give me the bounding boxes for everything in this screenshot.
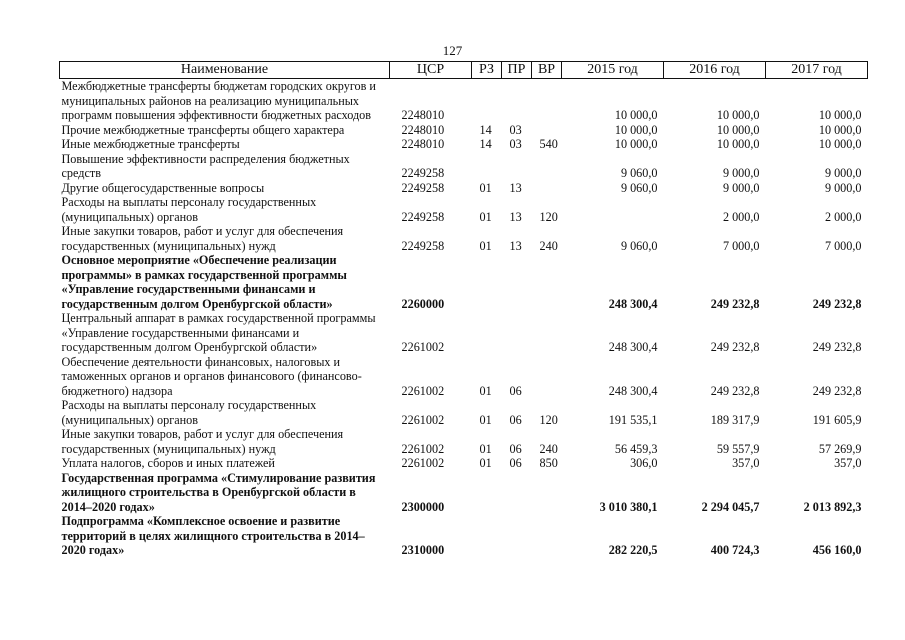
row-vr: 240 xyxy=(539,441,558,456)
header-2017: 2017 год xyxy=(766,62,868,79)
row-name: Повышение эффективности распределения бюджетных средств xyxy=(61,151,350,180)
row-rz: 01 xyxy=(479,238,492,253)
table-row xyxy=(60,224,868,253)
row-value-2016: 400 724,3 xyxy=(710,543,760,557)
row-csr: 2261002 xyxy=(401,441,445,456)
row-rz: 01 xyxy=(479,209,492,224)
row-name: Расходы на выплаты персоналу государственных (муниципальных) органов xyxy=(61,195,317,224)
row-value-2015: 9 060,0 xyxy=(620,238,658,253)
row-value-2015: 56 459,3 xyxy=(614,441,658,456)
row-csr: 2248010 xyxy=(401,137,445,151)
row-rz xyxy=(472,79,502,123)
header-2015: 2015 год xyxy=(562,62,664,79)
row-rz xyxy=(472,471,502,515)
row-value-2015: 306,0 xyxy=(630,456,658,470)
table-row xyxy=(60,152,868,181)
row-csr: 2249258 xyxy=(401,209,445,224)
row-pr: 06 xyxy=(509,383,522,398)
row-value-2017: 10 000,0 xyxy=(818,122,862,137)
row-vr xyxy=(532,355,562,399)
row-vr: 240 xyxy=(539,238,558,253)
row-name: Расходы на выплаты персоналу государственных (муниципальных) органов xyxy=(61,398,317,427)
row-value-2016: 249 232,8 xyxy=(710,296,760,311)
row-value-2016: 10 000,0 xyxy=(716,108,760,122)
row-pr xyxy=(502,514,532,558)
row-value-2016: 7 000,0 xyxy=(722,238,760,253)
row-rz: 14 xyxy=(479,122,492,137)
row-csr: 2261002 xyxy=(401,340,445,354)
row-pr: 06 xyxy=(509,412,522,427)
row-value-2015: 191 535,1 xyxy=(608,412,658,427)
row-vr: 540 xyxy=(539,137,558,151)
row-rz xyxy=(472,253,502,311)
row-value-2015: 248 300,4 xyxy=(608,296,658,311)
row-value-2015: 10 000,0 xyxy=(614,108,658,122)
row-pr: 13 xyxy=(509,180,522,195)
table-row xyxy=(60,398,868,427)
header-name: Наименование xyxy=(60,62,390,79)
row-pr xyxy=(502,253,532,311)
row-pr xyxy=(502,471,532,515)
row-value-2015: 282 220,5 xyxy=(608,543,658,557)
row-name: Государственная программа «Стимулирование развития жилищного строительства в Оренбургской области в 2014–2020 годах» xyxy=(61,470,376,514)
row-value-2016: 10 000,0 xyxy=(716,137,760,151)
row-rz: 01 xyxy=(479,412,492,427)
table-row xyxy=(60,514,868,558)
row-name: Прочие межбюджетные трансферты общего характера xyxy=(61,122,345,137)
row-value-2015: 3 010 380,1 xyxy=(599,499,658,514)
row-rz: 01 xyxy=(479,441,492,456)
row-name: Иные закупки товаров, работ и услуг для обеспечения государственных (муниципальных) нужд xyxy=(61,427,344,456)
row-csr: 2310000 xyxy=(401,543,445,557)
row-rz xyxy=(472,514,502,558)
row-value-2015: 248 300,4 xyxy=(608,340,658,354)
row-name: Центральный аппарат в рамках государственной программы «Управление государственными финансами и государственным долгом Оренбургской области» xyxy=(61,311,376,354)
row-rz: 01 xyxy=(479,180,492,195)
row-pr xyxy=(502,311,532,355)
row-vr xyxy=(532,181,562,196)
row-value-2015: 10 000,0 xyxy=(614,137,658,151)
row-name: Иные межбюджетные трансферты xyxy=(61,137,240,151)
row-value-2017: 10 000,0 xyxy=(818,137,862,151)
row-value-2017: 191 605,9 xyxy=(812,412,862,427)
table-row xyxy=(60,456,868,471)
table-row xyxy=(60,427,868,456)
row-value-2015 xyxy=(562,195,664,224)
row-value-2017: 357,0 xyxy=(834,456,862,470)
row-value-2016: 189 317,9 xyxy=(710,412,760,427)
header-vr: ВР xyxy=(532,62,562,79)
table-row xyxy=(60,253,868,311)
row-value-2015: 248 300,4 xyxy=(608,383,658,398)
row-csr: 2248010 xyxy=(401,108,445,122)
row-pr xyxy=(502,79,532,123)
row-vr xyxy=(532,311,562,355)
header-rz: РЗ xyxy=(472,62,502,79)
row-vr: 850 xyxy=(539,456,558,470)
header-2016: 2016 год xyxy=(664,62,766,79)
row-vr: 120 xyxy=(539,412,558,427)
budget-table xyxy=(59,61,868,558)
row-vr xyxy=(532,253,562,311)
row-value-2016: 2 294 045,7 xyxy=(701,499,760,514)
row-value-2016: 10 000,0 xyxy=(716,122,760,137)
table-row xyxy=(60,355,868,399)
row-csr: 2248010 xyxy=(401,122,445,137)
row-name: Иные закупки товаров, работ и услуг для обеспечения государственных (муниципальных) нужд xyxy=(61,224,344,253)
row-value-2017: 7 000,0 xyxy=(824,238,862,253)
row-vr xyxy=(532,471,562,515)
header-pr: ПР xyxy=(502,62,532,79)
table-header-row xyxy=(60,62,868,79)
row-name: Подпрограмма «Комплексное освоение и развитие территорий в целях жилищного строительства в 2014–2020 годах» xyxy=(61,514,365,557)
row-value-2017: 249 232,8 xyxy=(812,340,862,354)
row-value-2016: 249 232,8 xyxy=(710,340,760,354)
row-csr: 2249258 xyxy=(401,166,445,180)
row-pr xyxy=(502,152,532,181)
row-csr: 2249258 xyxy=(401,238,445,253)
table-body xyxy=(60,79,868,558)
row-value-2017: 249 232,8 xyxy=(812,383,862,398)
table-row xyxy=(60,137,868,152)
row-value-2017: 456 160,0 xyxy=(812,543,862,557)
row-vr xyxy=(532,79,562,123)
row-value-2017: 9 000,0 xyxy=(824,166,862,180)
row-pr: 03 xyxy=(509,137,522,151)
row-vr xyxy=(532,152,562,181)
row-vr xyxy=(532,123,562,138)
row-value-2015: 9 060,0 xyxy=(620,180,658,195)
row-pr: 13 xyxy=(509,209,522,224)
row-name: Межбюджетные трансферты бюджетам городских округов и муниципальных районов на реализацию муниципальных программ повышения эффективности бюджетных расходов xyxy=(61,79,376,122)
row-value-2016: 357,0 xyxy=(732,456,760,470)
table-row xyxy=(60,181,868,196)
row-value-2015: 10 000,0 xyxy=(614,122,658,137)
table-row xyxy=(60,311,868,355)
row-value-2016: 9 000,0 xyxy=(722,166,760,180)
row-csr: 2249258 xyxy=(401,180,445,195)
page-number: 127 xyxy=(442,43,463,58)
row-csr: 2261002 xyxy=(401,412,445,427)
row-value-2017: 2 000,0 xyxy=(824,209,862,224)
row-rz: 01 xyxy=(479,383,492,398)
row-name: Основное мероприятие «Обеспечение реализации программы» в рамках государственной программы «Управление государственными финансами и государственным долгом Оренбургской области» xyxy=(61,253,347,311)
row-name: Обеспечение деятельности финансовых, налоговых и таможенных органов и органов финансового (финансово-бюджетного) надзора xyxy=(61,354,362,398)
row-value-2017: 2 013 892,3 xyxy=(803,499,862,514)
row-value-2017: 57 269,9 xyxy=(818,441,862,456)
header-csr: ЦСР xyxy=(390,62,472,79)
row-pr: 06 xyxy=(509,456,522,470)
row-value-2017: 249 232,8 xyxy=(812,296,862,311)
row-value-2016: 59 557,9 xyxy=(716,441,760,456)
row-csr: 2300000 xyxy=(401,499,445,514)
row-vr xyxy=(532,514,562,558)
row-value-2016: 249 232,8 xyxy=(710,383,760,398)
row-rz: 01 xyxy=(479,456,492,470)
row-pr: 13 xyxy=(509,238,522,253)
row-vr: 120 xyxy=(539,209,558,224)
row-rz: 14 xyxy=(479,137,492,151)
table-row xyxy=(60,79,868,123)
row-csr: 2260000 xyxy=(401,296,445,311)
row-value-2016: 2 000,0 xyxy=(722,209,760,224)
row-value-2016: 9 000,0 xyxy=(722,180,760,195)
table-row xyxy=(60,123,868,138)
row-csr: 2261002 xyxy=(401,383,445,398)
table-row xyxy=(60,471,868,515)
row-pr: 06 xyxy=(509,441,522,456)
row-value-2017: 10 000,0 xyxy=(818,108,862,122)
row-name: Другие общегосударственные вопросы xyxy=(61,180,265,195)
row-csr: 2261002 xyxy=(401,456,445,470)
table-row xyxy=(60,195,868,224)
row-value-2017: 9 000,0 xyxy=(824,180,862,195)
row-rz xyxy=(472,311,502,355)
row-rz xyxy=(472,152,502,181)
row-value-2015: 9 060,0 xyxy=(620,166,658,180)
row-pr: 03 xyxy=(509,122,522,137)
row-name: Уплата налогов, сборов и иных платежей xyxy=(61,456,275,470)
